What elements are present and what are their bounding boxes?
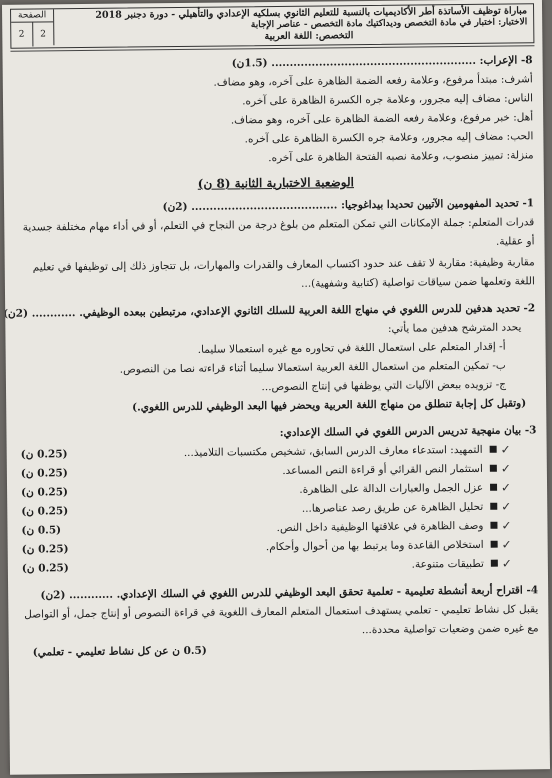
q2-title: 2- تحديد هدفين للدرس اللغوي في منهاج اللغة العربية للسلك الثانوي الإعدادي، مرتبطين ببعده الوظيفي. ............ (2ن) <box>2 302 536 320</box>
method-step: ✓ وصف الظاهرة في علاقتها الوظيفية داخل النص. (0.5 ن) <box>21 518 512 537</box>
page-total: 2 <box>11 23 33 47</box>
q8-line: الناس: مضاف إليه مجرور، وعلامة جره الكسرة الظاهرة على آخره. <box>242 92 534 108</box>
q4-points: (0.5 ن عن كل نشاط تعليمي - تعلمي) <box>32 644 207 659</box>
q2-goal-c: ج- تزويده ببعض الآليات التي يوظفها في إنتاج النصوص... <box>261 378 507 394</box>
exam-specialty: التخصص: اللغة العربية <box>264 30 354 43</box>
method-step: ✓ استخلاص القاعدة وما يرتبط بها من أحوال وأحكام. (0.25 ن) <box>21 537 512 556</box>
page-number: 2 <box>40 29 46 40</box>
square-bullet-icon <box>490 484 497 491</box>
section-2-title: الوضعية الاختبارية الثانية (8 ن) <box>197 175 355 191</box>
check-mark-icon: ✓ <box>501 556 512 571</box>
q8-line: أشرف: مبتدأ مرفوع، وعلامة رفعه الضمة الظاهرة على آخره، وهو مضاف. <box>213 73 533 89</box>
page-number-box <box>11 9 54 45</box>
q1-title: 1- تحديد المفهومين الآتيين تحديدا بيداغوجيا: ........................................ (2ن) <box>162 197 535 214</box>
method-step: ✓ التمهيد: استدعاء معارف الدرس السابق، تشخيص مكتسبات التلاميذ... (0.25 ن) <box>20 442 511 461</box>
q2-note: (وتقبل كل إجابة تنطلق من منهاج اللغة العربية ويحضر فيها البعد الوظيفي للدرس اللغوي.) <box>132 397 527 414</box>
q3-title: 3- بيان منهجية تدريس الدرس اللغوي في السلك الإعدادي: <box>279 424 537 439</box>
q2-intro: يحدد المترشح هدفين مما يأتي: <box>387 321 522 335</box>
q8-line: منزلة: تمييز منصوب، وعلامة نصبه الفتحة الظاهرة على آخره. <box>268 149 534 165</box>
q8-title: 8- الإعراب: ........................................................ (1.5ن) <box>231 54 533 70</box>
square-bullet-icon <box>491 560 498 567</box>
check-mark-icon: ✓ <box>500 461 511 476</box>
exam-header <box>10 3 534 48</box>
check-mark-icon: ✓ <box>501 518 512 533</box>
method-step: ✓ استثمار النص القرائي أو قراءة النص المساعد. (0.25 ن) <box>20 461 511 480</box>
q4-title: 4- اقتراح أربعة أنشطة تعليمية - تعلمية تحقق البعد الوظيفي للدرس اللغوي في السلك الإعدادي. ............ (2ن) <box>40 584 539 602</box>
check-mark-icon: ✓ <box>500 480 512 495</box>
answer-content <box>2 51 539 662</box>
method-step: ✓ تطبيقات متنوعة. (0.25 ن) <box>21 556 512 575</box>
check-mark-icon: ✓ <box>501 537 512 552</box>
page-label: الصفحة <box>11 9 53 22</box>
check-mark-icon: ✓ <box>500 442 511 457</box>
q1-definition-1: قدرات المتعلم: جملة الإمكانات التي تمكن المتعلم من بلوغ درجة من النجاح في التعلم، أو في أداء مهام مختلفة جسدية أو عقلية. <box>22 216 535 248</box>
square-bullet-icon <box>490 503 497 510</box>
q2-goal-b: ب- تمكين المتعلم من استعمال اللغة العربية استعمالا سليما أثناء قراءته نصا من النصوص. <box>119 359 506 376</box>
q8-line: أهل: خبر مرفوع، وعلامة رفعه الضمة الظاهرة على آخره، وهو مضاف. <box>230 111 534 127</box>
q1-definition-2: مقاربة وظيفية: مقاربة لا تقف عند حدود اكتساب المعارف والقدرات والمهارات، بل تتجاوز ذلك إلى توظيفها في تعليم اللغة وتعلمها ضمن سياقات تواصلية (كتابية وشفهية)... <box>32 256 535 290</box>
exam-subject: الاختبار: اختبار في مادة التخصص وديداكتيك مادة التخصص - عناصر الإجابة <box>250 17 528 31</box>
exam-page <box>2 0 550 775</box>
square-bullet-icon <box>490 522 497 529</box>
q8-line: الحب: مضاف إليه مجرور، وعلامة جره الكسرة الظاهرة على آخره. <box>244 130 534 146</box>
square-bullet-icon <box>491 541 498 548</box>
q2-goal-a: أ- إقدار المتعلم على استعمال اللغة في تحاوره مع غيره استعمالا سليما. <box>197 340 506 356</box>
square-bullet-icon <box>490 465 497 472</box>
check-mark-icon: ✓ <box>501 499 512 514</box>
q4-answer: يقبل كل نشاط تعليمي - تعلمي يستهدف استعمال المتعلم المعارف اللغوية في قراءة النصوص أو إنتاج جمل، أو التواصل مع غيره ضمن وضعيات تواصلية محددة... <box>24 603 539 637</box>
exam-title: مباراة توظيف الأساتذة أطر الأكاديميات بالنسبة للتعليم الثانوي بسلكيه الإعدادي والتأهيلي - دورة دجنبر 2018 <box>95 5 528 21</box>
method-step: ✓ تحليل الظاهرة عن طريق رصد عناصرها... (0.25 ن) <box>21 499 512 518</box>
method-step: ✓ عزل الجمل والعبارات الدالة على الظاهرة. (0.25 ن) <box>21 480 512 499</box>
square-bullet-icon <box>490 446 497 453</box>
